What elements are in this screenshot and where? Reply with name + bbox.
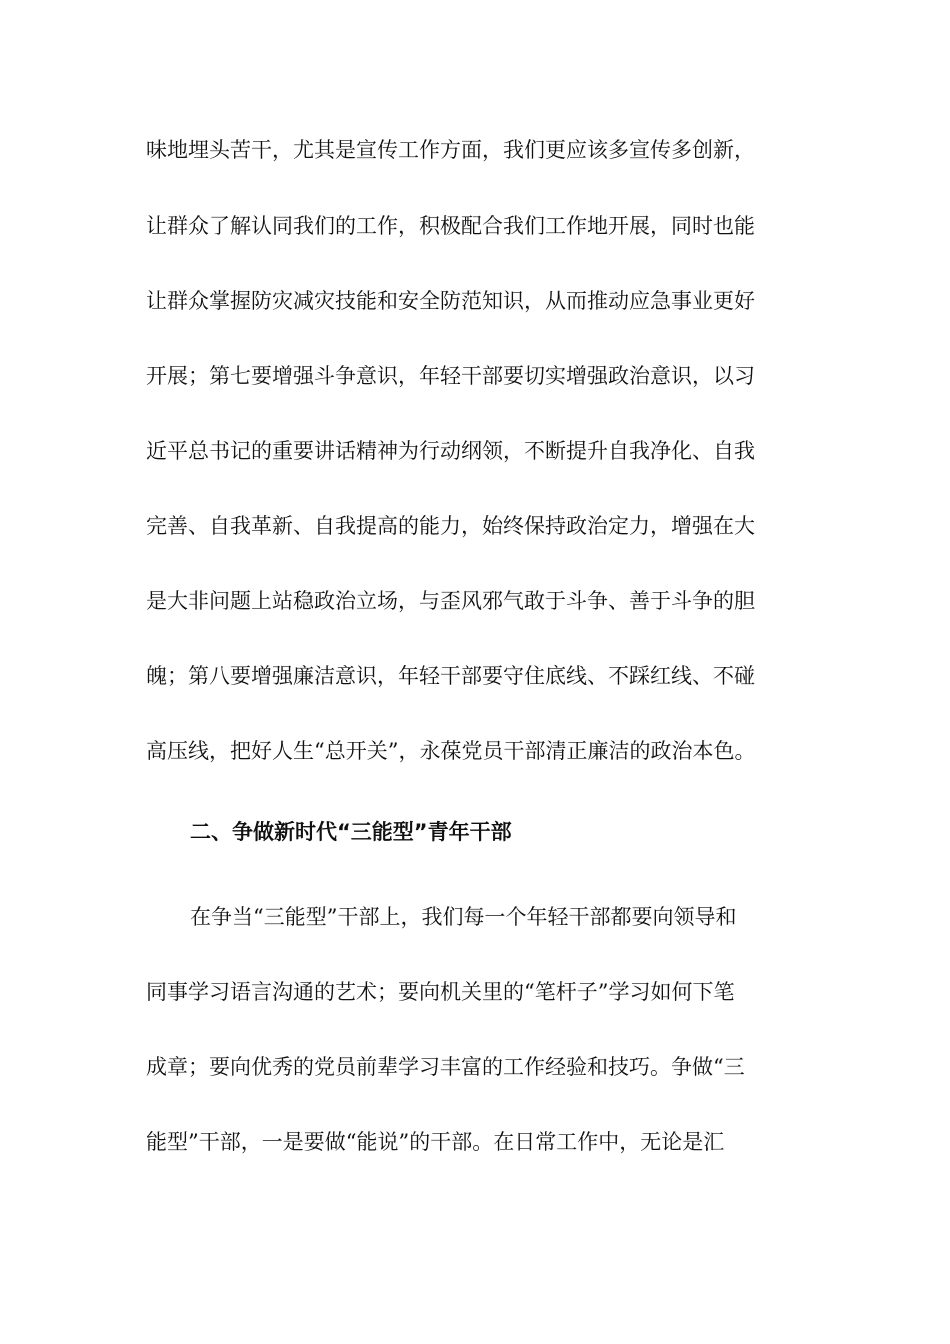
text-line: 完善、自我革新、自我提高的能力，始终保持政治定力，增强在大 — [146, 514, 755, 538]
text-line: 让群众掌握防灾减灾技能和安全防范知识，从而推动应急事业更好 — [146, 289, 755, 313]
text-line: 同事学习语言沟通的艺术；要向机关里的“笔杆子”学习如何下笔 — [146, 980, 735, 1004]
text-line: 魄；第八要增强廉洁意识，年轻干部要守住底线、不踩红线、不碰 — [146, 664, 755, 688]
text-line: 高压线，把好人生“总开关”，永葆党员干部清正廉洁的政治本色。 — [146, 739, 756, 763]
text-line: 在争当“三能型”干部上，我们每一个年轻干部都要向领导和 — [190, 905, 737, 929]
text-line: 近平总书记的重要讲话精神为行动纲领，不断提升自我净化、自我 — [146, 439, 755, 463]
text-line: 让群众了解认同我们的工作，积极配合我们工作地开展，同时也能 — [146, 214, 755, 238]
section-heading: 二、争做新时代“三能型”青年干部 — [190, 820, 512, 844]
text-line: 成章；要向优秀的党员前辈学习丰富的工作经验和技巧。争做“三 — [146, 1055, 745, 1079]
text-line: 是大非问题上站稳政治立场，与歪风邪气敢于斗争、善于斗争的胆 — [146, 589, 755, 613]
text-line: 能型”干部，一是要做“能说”的干部。在日常工作中，无论是汇 — [146, 1130, 725, 1154]
text-line: 味地埋头苦干，尤其是宣传工作方面，我们更应该多宣传多创新， — [146, 138, 755, 162]
text-line: 开展；第七要增强斗争意识，年轻干部要切实增强政治意识，以习 — [146, 364, 755, 388]
